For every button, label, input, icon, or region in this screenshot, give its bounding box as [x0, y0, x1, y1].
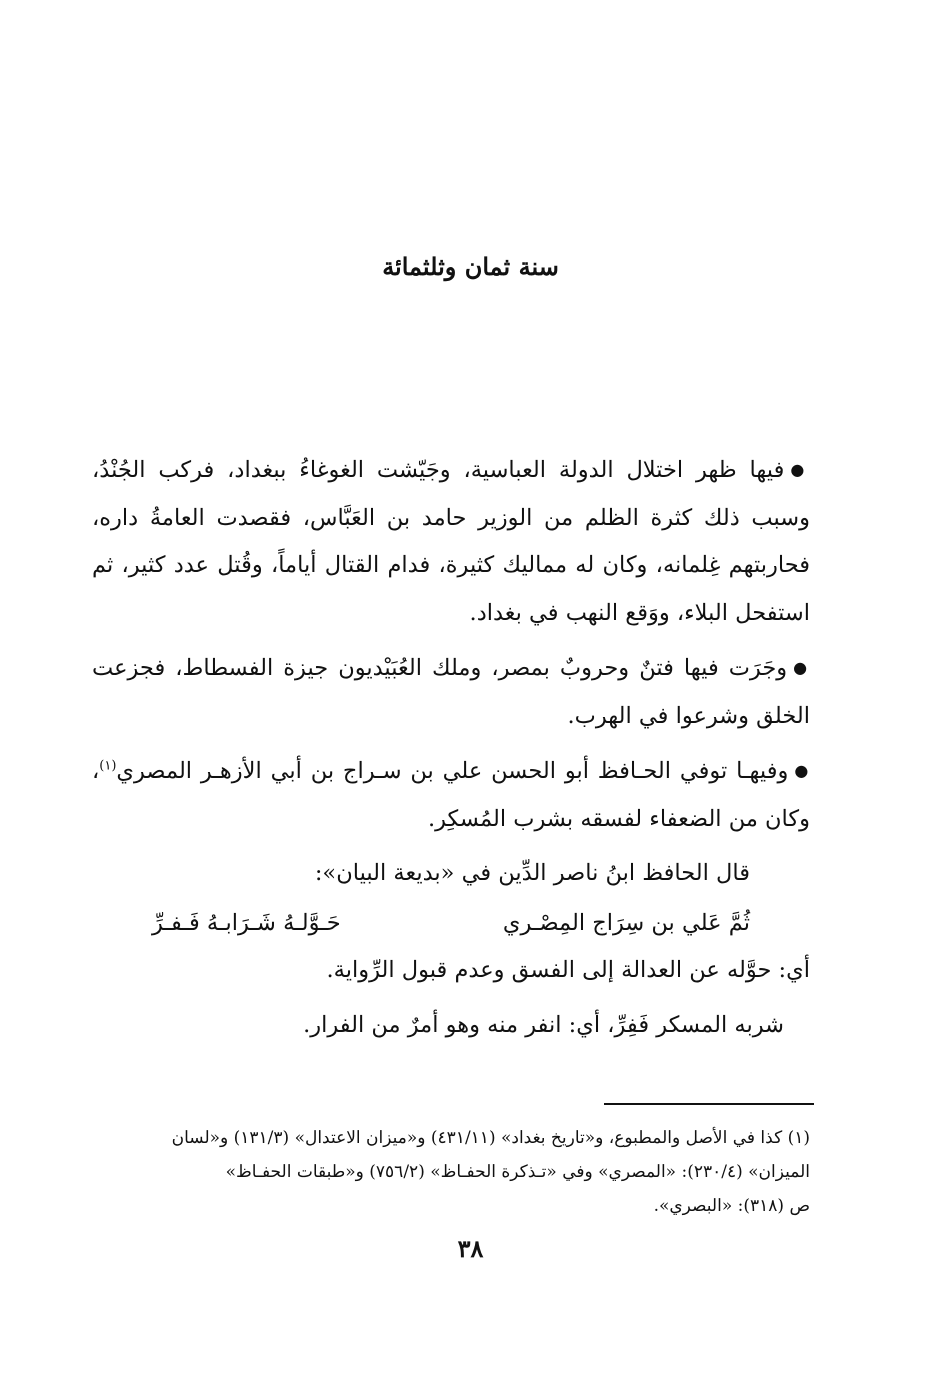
footnote-line-3: ص (٣١٨): «البصري». [653, 1196, 810, 1216]
explanation-2: شربه المسكر فَفِرِّ، أي: انفر منه وهو أمرٌ من الفرار. [303, 1011, 784, 1038]
verse-second-hemistich: حَـوَّلـهُ شَـرَابـهُ فَـفـرِّ [152, 909, 341, 936]
paragraph-2-text: وجَرَت فيها فتنٌ وحروبٌ بمصر، وملك العُبَيْديون جيزة الفسطاط، فجزعت الخلق وشرعوا في الهرب. [92, 655, 810, 729]
bullet-icon: ● [793, 658, 810, 677]
chapter-title: سنة ثمان وثلثمائة [382, 252, 559, 281]
footnotes [92, 1121, 810, 1223]
main-text [92, 446, 810, 1049]
paragraph-2 [92, 644, 810, 740]
bullet-icon: ● [790, 460, 810, 479]
paragraph-3 [92, 747, 810, 843]
paragraph-1-text: فيها ظهر اختلال الدولة العباسية، وجَيّشت الغوغاءُ ببغداد، فركب الجُنْدُ، وسبب ذلك كثرة الظلم من الوزير حامد بن العَبَّاس، فقصدت العامةُ داره، فحاربتهم غِلمانه، وكان له مماليك كثيرة، فدام القتال أياماً، وقُتل عدد كثير، ثم استفحل البلاء، ووَقع النهب في بغداد. [92, 457, 810, 626]
paragraph-1 [92, 446, 810, 637]
quote-intro: قال الحافظ ابنُ ناصر الدِّين في «بديعة البيان»: [314, 860, 750, 886]
paragraph-3-text: وفيهـا توفي الحـافظ أبو الحسن علي بن سـراج بن أبي الأزهـر المصري [116, 758, 789, 784]
poem-verse [152, 900, 750, 948]
bullet-icon: ● [794, 761, 810, 780]
page-number: ٣٨ [457, 1234, 484, 1263]
footnote-line-1: (١) كذا في الأصل والمطبوع، و«تاريخ بغداد» (٤٣١/١١) و«ميزان الاعتدال» (١٣١/٣) و«لسان [171, 1128, 810, 1148]
footnote-divider [604, 1103, 814, 1105]
verse-first-hemistich: ثُمَّ عَلي بن سِرَاج المِصْـري [502, 909, 750, 936]
footnote-reference: (١) [99, 758, 117, 774]
paragraph-3-text-after: ، وكان من الضعفاء لفسقه بشرب المُسكِر. [92, 758, 810, 832]
footnote-line-2: الميزان» (٢٣٠/٤): «المصري» وفي «تـذكرة الحفـاظ» (٧٥٦/٢) و«طبقات الحفـاظ» [225, 1162, 810, 1182]
explanation-1: أي: حوَّله عن العدالة إلى الفسق وعدم قبول الرِّواية. [326, 957, 810, 983]
